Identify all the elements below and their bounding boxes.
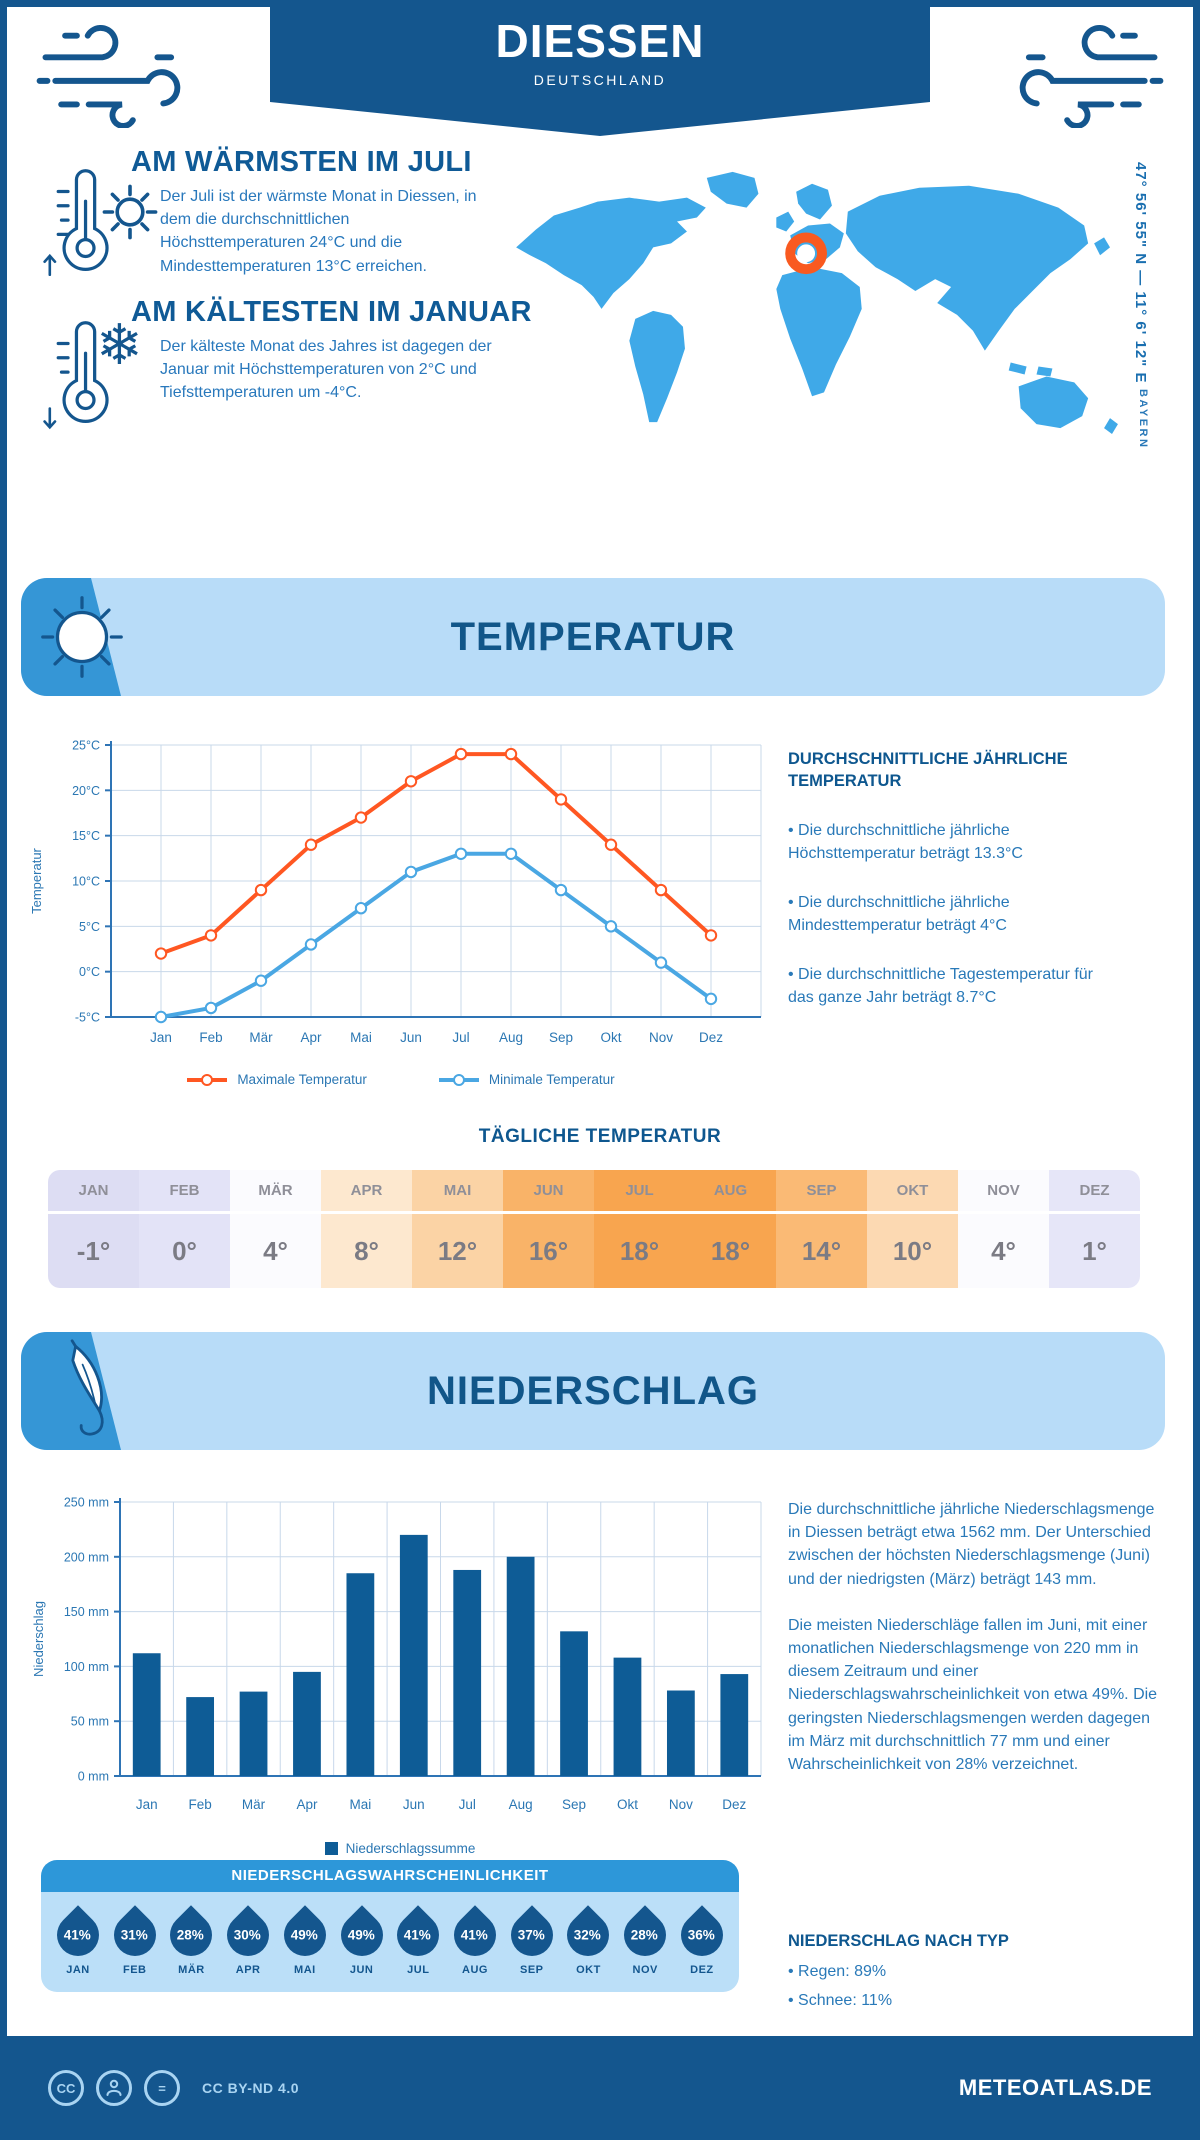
daily-table-month: SEP (776, 1170, 867, 1214)
page-title: DIESSEN (495, 15, 705, 67)
probability-value: 32% (574, 1927, 602, 1943)
probability-value: 36% (688, 1927, 716, 1943)
geo-coordinates (1132, 162, 1149, 462)
daily-table-value: 1° (1049, 1214, 1140, 1288)
precipitation-type-list (788, 1963, 1160, 2010)
daily-table-value: -1° (48, 1214, 139, 1288)
probability-value: 31% (121, 1927, 149, 1943)
title-banner (270, 0, 930, 102)
probability-month: MAI (294, 1964, 316, 1976)
type-value: 11% (861, 1992, 893, 2010)
site-link[interactable]: METEOATLAS.DE (958, 2075, 1152, 2100)
daily-table-value: 4° (958, 1214, 1049, 1288)
temperature-banner (21, 578, 1165, 696)
daily-table-value: 14° (776, 1214, 867, 1288)
precipitation-type-item: • Schnee: 11% (788, 1992, 1160, 2010)
probability-month: APR (235, 1964, 261, 1976)
location-marker-center (797, 244, 815, 262)
probability-drop-item (448, 1902, 502, 1976)
type-label: Regen (798, 1963, 846, 1981)
precipitation-banner-title: NIEDERSCHLAG (426, 1369, 760, 1413)
svg-text:Nov: Nov (648, 1030, 674, 1045)
warm-section-text: Der Juli ist der wärmste Monat in Diessen, in dem die durchschnittlichen Höchsttemperaturen 24°C und die Mindesttemperaturen 13°C erreichen. (160, 188, 477, 275)
raindrop-icon (48, 1905, 107, 1964)
daily-temperature-heading: TÄGLICHE TEMPERATUR (478, 1126, 722, 1147)
daily-table-month: NOV (958, 1170, 1049, 1214)
precipitation-probability-panel (41, 1860, 739, 1992)
drops-row (51, 1902, 729, 1976)
svg-text:Apr: Apr (296, 1797, 318, 1812)
temperature-chart (25, 733, 775, 1087)
wind-icon (980, 20, 1170, 128)
precipitation-paragraph: Die durchschnittliche jährliche Niederschlagsmenge in Diessen beträgt etwa 1562 mm. Der Unterschied zwischen der höchsten Niederschlagsmenge (Juni) und der niedrigsten (März) beträgt 143 mm. (788, 1501, 1155, 1588)
probability-drop-item (618, 1902, 672, 1976)
raindrop-icon (672, 1905, 731, 1964)
coordinates-label: 47° 56' 55" N — 11° 6' 12" E (1132, 162, 1149, 384)
probability-drop-item (221, 1902, 275, 1976)
svg-text:Okt: Okt (600, 1030, 622, 1045)
probability-drop-item (675, 1902, 729, 1976)
temperature-banner-title: TEMPERATUR (450, 615, 736, 659)
daily-table-value: 12° (412, 1214, 503, 1288)
daily-table-value: 16° (503, 1214, 594, 1288)
probability-drop-item (561, 1902, 615, 1976)
annual-bullet: • Die durchschnittliche Tagestemperatur für das ganze Jahr beträgt 8.7°C (788, 963, 1098, 1009)
daily-table-month: APR (321, 1170, 412, 1214)
probability-value: 41% (404, 1927, 432, 1943)
daily-temperature-table (48, 1170, 1140, 1288)
raindrop-icon (445, 1905, 504, 1964)
svg-text:Dez: Dez (722, 1797, 747, 1812)
snowflake-icon: ❄ (96, 313, 143, 378)
footer (0, 2036, 1200, 2140)
svg-text:Jan: Jan (135, 1797, 158, 1812)
sun-icon (98, 180, 162, 244)
raindrop-icon (559, 1905, 618, 1964)
daily-table-month: FEB (139, 1170, 230, 1214)
svg-text:200 mm: 200 mm (63, 1550, 109, 1565)
type-value: 89% (854, 1963, 887, 1981)
raindrop-icon (275, 1905, 334, 1964)
precipitation-type-item: • Regen: 89% (788, 1963, 1160, 1981)
daily-table-value: 18° (685, 1214, 776, 1288)
legend-label: Minimale Temperatur (488, 1072, 615, 1087)
chart-legend (25, 1072, 775, 1087)
daily-table-month: AUG (685, 1170, 776, 1214)
probability-value: 28% (631, 1927, 659, 1943)
svg-text:15°C: 15°C (72, 829, 100, 844)
daily-table-value: 8° (321, 1214, 412, 1288)
probability-drop-item (164, 1902, 218, 1976)
svg-text:Jul: Jul (458, 1797, 476, 1812)
daily-table-value: 10° (867, 1214, 958, 1288)
probability-value: 41% (64, 1927, 92, 1943)
precipitation-banner (21, 1332, 1165, 1450)
probability-month: OKT (576, 1964, 601, 1976)
svg-text:Sep: Sep (548, 1030, 574, 1045)
cc-nd-icon: = (144, 2070, 180, 2106)
precipitation-probability-body (41, 1892, 739, 1992)
svg-text:Feb: Feb (199, 1030, 223, 1045)
chart-legend (25, 1841, 775, 1856)
annual-temperature-heading: DURCHSCHNITTLICHE JÄHRLICHE TEMPERATUR (788, 750, 1068, 791)
bar-chart-svg (25, 1488, 775, 1820)
probability-drop-item (391, 1902, 445, 1976)
cc-icon: CC (48, 2070, 84, 2106)
world-map (500, 152, 1145, 440)
daily-table-month: OKT (867, 1170, 958, 1214)
probability-value: 41% (461, 1927, 489, 1943)
probability-value: 49% (348, 1927, 376, 1943)
probability-month: AUG (462, 1964, 488, 1976)
warm-section-title: AM WÄRMSTEN IM JULI (131, 146, 472, 178)
svg-text:Temperatur: Temperatur (29, 848, 44, 914)
raindrop-icon (105, 1905, 164, 1964)
continents (516, 172, 1118, 434)
probability-drop-item (108, 1902, 162, 1976)
probability-month: JAN (66, 1964, 90, 1976)
probability-value: 49% (291, 1927, 319, 1943)
svg-text:Mai: Mai (349, 1797, 372, 1812)
probability-drop-item (505, 1902, 559, 1976)
svg-text:0 mm: 0 mm (77, 1769, 109, 1784)
legend-label: Maximale Temperatur (237, 1072, 367, 1087)
svg-text:100 mm: 100 mm (63, 1659, 109, 1674)
annual-bullet: • Die durchschnittliche jährliche Höchsttemperatur beträgt 13.3°C (788, 819, 1098, 865)
cold-section-title: AM KÄLTESTEN IM JANUAR (131, 296, 532, 328)
license-label: CC BY-ND 4.0 (202, 2080, 300, 2096)
precipitation-probability-heading: NIEDERSCHLAGSWAHRSCHEINLICHKEIT (41, 1860, 739, 1892)
daily-table-value: 18° (594, 1214, 685, 1288)
precipitation-chart (25, 1488, 775, 1856)
raindrop-icon (332, 1905, 391, 1964)
svg-text:Nov: Nov (668, 1797, 693, 1812)
daily-table-value: 4° (230, 1214, 321, 1288)
precipitation-text-column (788, 1498, 1160, 1799)
daily-table-month: JUN (503, 1170, 594, 1214)
svg-text:Mai: Mai (350, 1030, 372, 1045)
probability-month: SEP (519, 1964, 544, 1976)
daily-table-month: MAI (412, 1170, 503, 1214)
probability-drop-item (335, 1902, 389, 1976)
svg-text:Aug: Aug (508, 1797, 533, 1812)
svg-text:250 mm: 250 mm (63, 1495, 109, 1510)
svg-text:Mär: Mär (249, 1030, 273, 1045)
raindrop-icon (389, 1905, 448, 1964)
line-chart-svg (25, 733, 775, 1051)
svg-text:-5°C: -5°C (74, 1010, 100, 1025)
probability-drop-item (278, 1902, 332, 1976)
annual-temperature-column (788, 748, 1160, 1010)
svg-text:Jun: Jun (402, 1797, 425, 1812)
raindrop-icon (502, 1905, 561, 1964)
legend-label: Niederschlagssumme (345, 1841, 476, 1856)
legend-item (185, 1072, 367, 1087)
svg-text:Niederschlag: Niederschlag (31, 1601, 46, 1677)
probability-value: 28% (177, 1927, 205, 1943)
svg-text:Apr: Apr (300, 1030, 322, 1045)
daily-table-month: JUL (594, 1170, 685, 1214)
raindrop-icon (615, 1905, 674, 1964)
svg-text:Feb: Feb (188, 1797, 212, 1812)
type-label: Schnee (798, 1992, 853, 2010)
svg-text:0°C: 0°C (79, 965, 100, 980)
svg-text:20°C: 20°C (72, 783, 100, 798)
probability-value: 30% (234, 1927, 262, 1943)
svg-text:Dez: Dez (698, 1030, 724, 1045)
daily-table-month: DEZ (1049, 1170, 1140, 1214)
svg-text:10°C: 10°C (72, 874, 100, 889)
raindrop-icon (218, 1905, 277, 1964)
probability-month: JUN (349, 1964, 374, 1976)
svg-text:50 mm: 50 mm (70, 1714, 109, 1729)
svg-text:Aug: Aug (498, 1030, 524, 1045)
svg-text:Okt: Okt (616, 1797, 638, 1812)
legend-item (325, 1841, 476, 1856)
svg-text:5°C: 5°C (79, 919, 100, 934)
probability-drop-item (51, 1902, 105, 1976)
page-subtitle: DEUTSCHLAND (533, 72, 667, 88)
daily-table-value: 0° (139, 1214, 230, 1288)
svg-text:25°C: 25°C (72, 738, 100, 753)
probability-month: FEB (122, 1964, 147, 1976)
annual-bullet: • Die durchschnittliche jährliche Mindesttemperatur beträgt 4°C (788, 891, 1098, 937)
cold-section-text: Der kälteste Monat des Jahres ist dagegen der Januar mit Höchsttemperaturen von 2°C und Tiefsttemperaturen um -4°C. (160, 338, 492, 402)
probability-month: MÄR (178, 1964, 205, 1976)
probability-value: 37% (518, 1927, 546, 1943)
daily-table-month: JAN (48, 1170, 139, 1214)
precipitation-type-block (788, 1930, 1160, 2010)
svg-text:Sep: Sep (562, 1797, 587, 1812)
precipitation-type-heading: NIEDERSCHLAG NACH TYP (788, 1932, 1009, 1950)
svg-text:Jan: Jan (150, 1030, 172, 1045)
svg-text:Jul: Jul (452, 1030, 470, 1045)
probability-month: DEZ (690, 1964, 714, 1976)
precipitation-paragraph: Die meisten Niederschläge fallen im Juni, mit einer monatlichen Niederschlagsmenge von 220 mm in diesem Zeitraum und einer Niederschlagswahrscheinlichkeit von etwa 49%. Die geringsten Niederschlagsmengen werden dagegen im März mit durchschnittlich 77 mm und einer Wahrscheinlichkeit von 28% verzeichnet. (788, 1616, 1158, 1773)
daily-table-month: MÄR (230, 1170, 321, 1214)
license-badges (48, 2070, 299, 2106)
legend-item (437, 1072, 615, 1087)
annual-temperature-bullets (788, 819, 1098, 1010)
wind-icon (30, 20, 220, 128)
cc-attribution-icon (96, 2070, 132, 2106)
svg-text:150 mm: 150 mm (63, 1605, 109, 1620)
legend-swatch (325, 1842, 338, 1855)
svg-text:Jun: Jun (400, 1030, 422, 1045)
probability-month: NOV (632, 1964, 658, 1976)
region-label: BAYERN (1137, 389, 1149, 450)
svg-text:Mär: Mär (241, 1797, 266, 1812)
probability-month: JUL (407, 1964, 430, 1976)
raindrop-icon (162, 1905, 221, 1964)
